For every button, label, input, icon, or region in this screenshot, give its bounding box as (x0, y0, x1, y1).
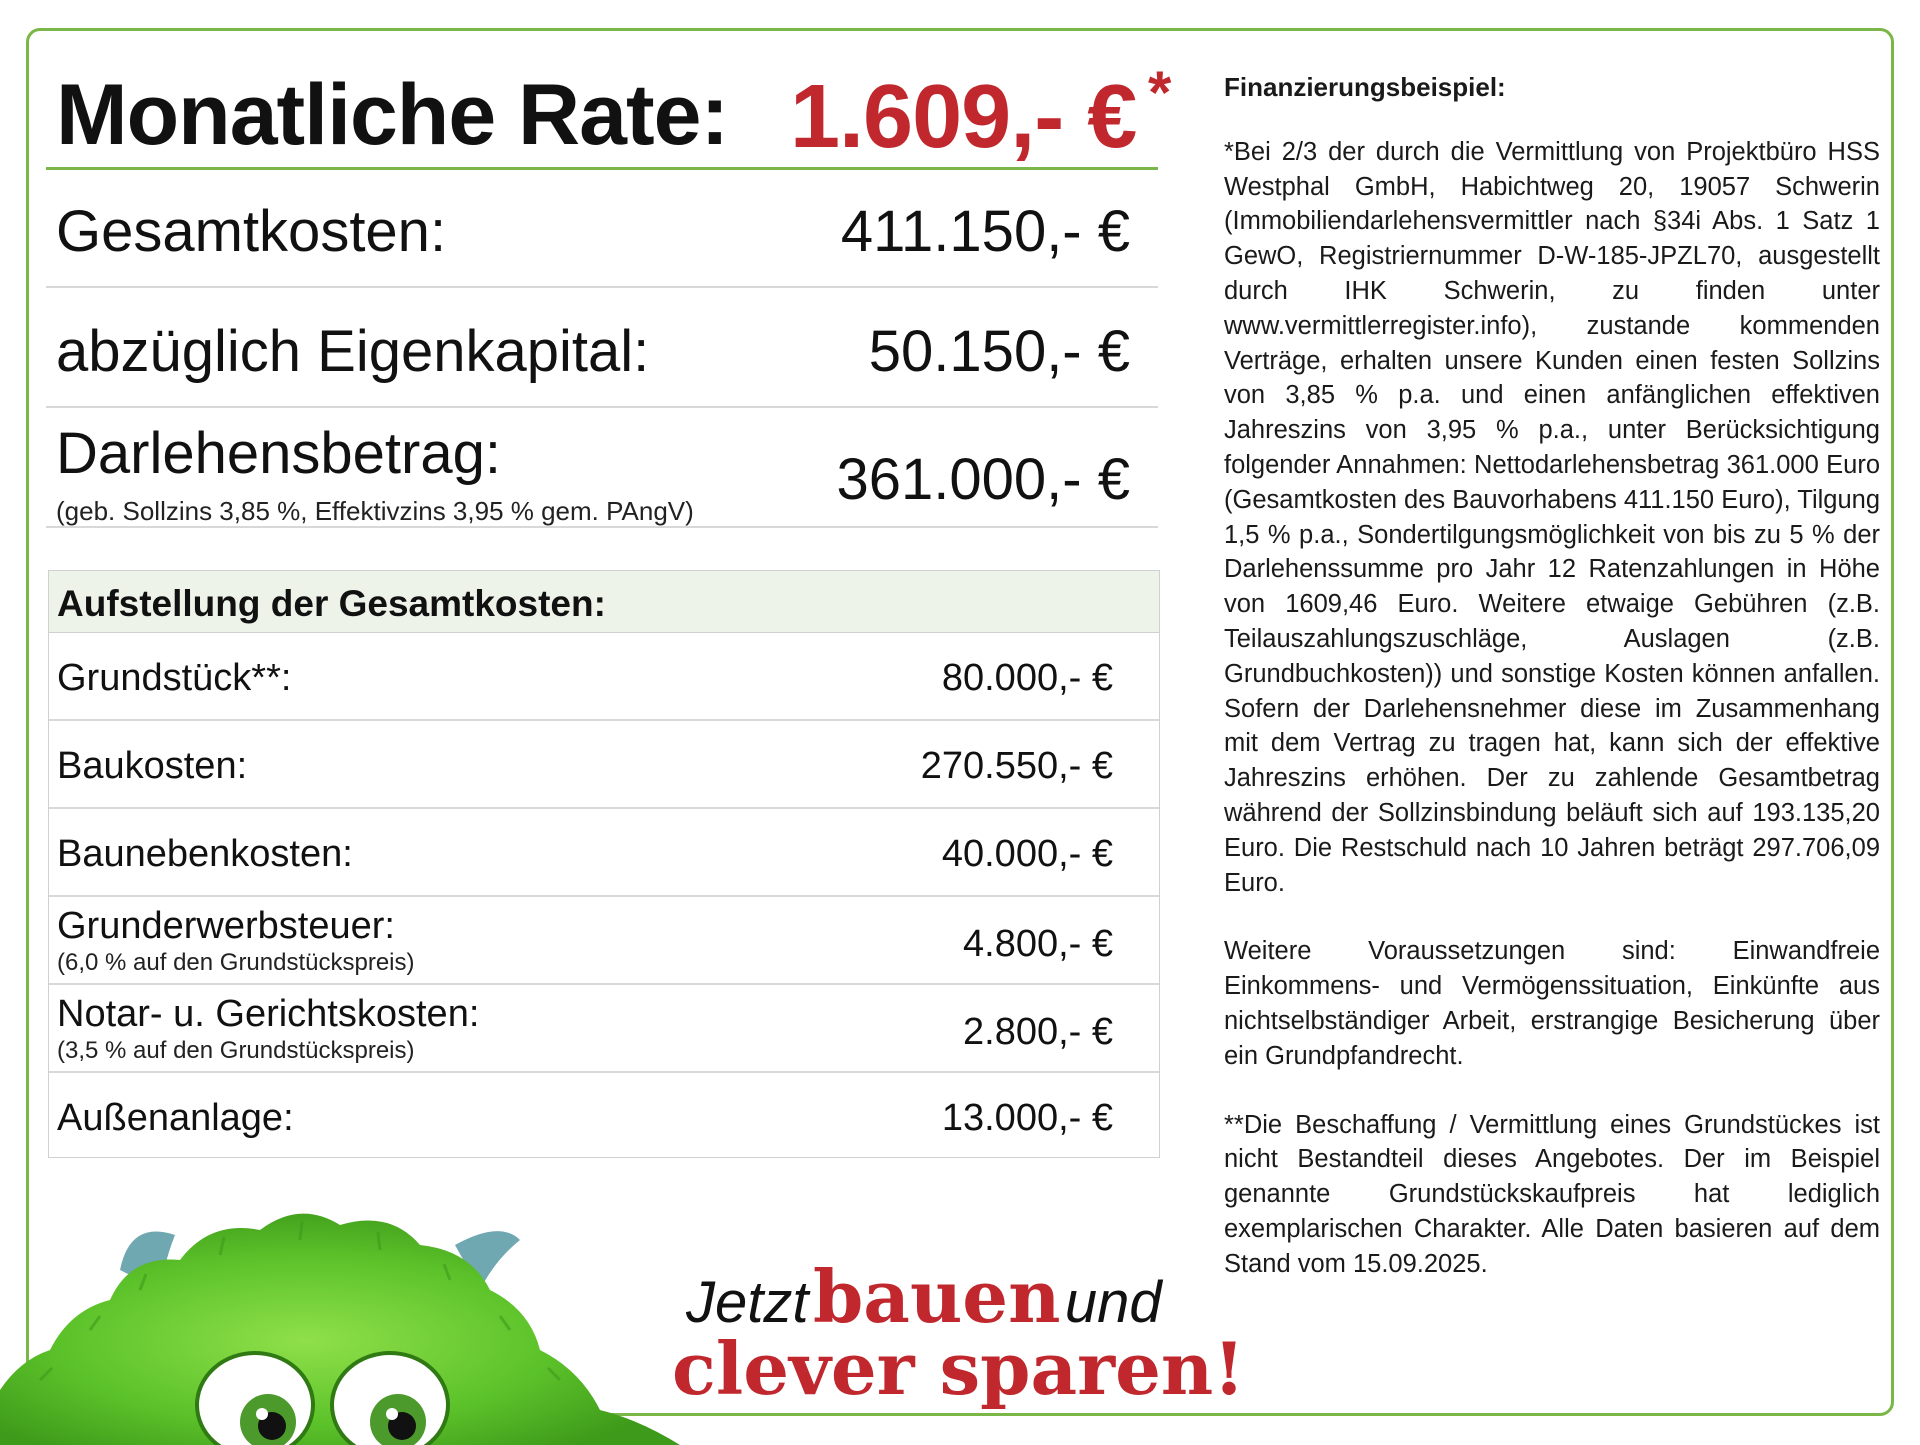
cost-label: Außenanlage: (57, 1097, 294, 1139)
loan-amount-label: Darlehensbetrag: (56, 421, 501, 486)
slogan-word-und: und (1064, 1270, 1162, 1335)
loan-amount-note: (geb. Sollzins 3,85 %, Effektivzins 3,95 % gem. PAngV) (56, 496, 694, 526)
table-row (49, 985, 1159, 1073)
table-row (49, 1073, 1159, 1159)
loan-amount-value: 361.000,- € (836, 447, 1130, 512)
monthly-rate-label: Monatliche Rate: (56, 67, 729, 163)
monthly-rate (56, 59, 1172, 167)
green-fluffy-monster-icon (0, 1160, 720, 1445)
equity-value: 50.150,- € (868, 319, 1130, 384)
slogan-word-jetzt: Jetzt (686, 1270, 809, 1335)
cost-note: (3,5 % auf den Grundstückspreis) (57, 1037, 415, 1064)
cost-breakdown-table (48, 570, 1160, 1158)
monthly-rate-value: 1.609,- € (790, 67, 1137, 167)
financing-requirements-paragraph: Weitere Voraussetzungen sind: Einwandfreie Einkommens- und Vermögenssituation, Einkünfte aus nichtselbständiger Arbeit, erstrangige Besicherung über ein Grundpfandrecht. (1224, 937, 1880, 1070)
table-row (49, 809, 1159, 897)
slogan-line-2: clever sparen! (672, 1326, 1245, 1411)
cost-value: 2.800,- € (963, 1011, 1113, 1053)
cost-value: 4.800,- € (963, 923, 1113, 965)
total-costs-row (46, 170, 1158, 288)
table-row (49, 721, 1159, 809)
equity-label: abzüglich Eigenkapital: (56, 319, 650, 384)
monthly-rate-footnote-star: * (1148, 59, 1172, 126)
cost-label: Baukosten: (57, 745, 248, 787)
cost-label: Baunebenkosten: (57, 833, 353, 875)
cost-value: 270.550,- € (920, 745, 1113, 787)
property-disclaimer-paragraph: **Die Beschaffung / Vermittlung eines Grundstückes ist nicht Bestandteil dieses Angebotes. Der im Beispiel genannte Grundstückskaufpreis hat lediglich exemplarischen Charakter. Alle Daten basieren auf dem Stand vom 15.09.2025. (1224, 1110, 1880, 1278)
total-costs-value: 411.150,- € (840, 199, 1130, 264)
cost-value: 80.000,- € (941, 657, 1113, 699)
cost-breakdown-header (49, 571, 1159, 633)
cost-label: Grunderwerbsteuer: (57, 905, 395, 947)
slogan-word-bauen: bauen (812, 1254, 1061, 1339)
cost-value: 13.000,- € (941, 1097, 1113, 1139)
financing-example-title: Finanzierungsbeispiel: (1224, 72, 1506, 102)
cost-label: Grundstück**: (57, 657, 292, 699)
table-row (49, 897, 1159, 985)
financing-example-paragraph: *Bei 2/3 der durch die Vermittlung von Projektbüro HSS Westphal GmbH, Habichtweg 20, 19057 Schwerin (Immobiliendarlehensvermittler nach §34i Abs. 1 Satz 1 GewO, Registriernummer D-W-185-JPZL70, ausgestellt durch IHK Schwerin, zu finden unter www.vermittlerregister.info), zustande kommenden Verträge, erhalten unsere Kunden einen festen Sollzins von 3,85 % p.a. und einen anfänglichen effektiven Jahreszins von 3,95 % p.a., unter Berücksichtigung folgender Annahmen: Nettodarlehensbetrag 361.000 Euro (Gesamtkosten des Bauvorhabens 411.150 Euro), Tilgung 1,5 % p.a., Sondertilgungsmöglichkeit von bis zu 5 % der Darlehenssumme pro Jahr 12 Ratenzahlungen in Höhe von 1609,46 Euro. Weitere etwaige Gebühren (z.B. Teilauszahlungszuschläge, Auslagen (z.B. Grundbuchkosten)) und sonstige Kosten können anfallen. Sofern der Darlehensnehmer diese im Zusammenhang mit dem Vertrag zu tragen hat, kann sich der effektive Jahreszins erhöhen. Der zu zahlende Gesamtbetrag während der Sollzinsbindung beläuft sich auf 193.135,20 Euro. Die Restschuld nach 10 Jahren beträgt 297.706,09 Euro. (1224, 137, 1880, 897)
financing-example (1224, 70, 1880, 1316)
total-costs-label: Gesamtkosten: (56, 199, 447, 264)
cost-breakdown-title: Aufstellung der Gesamtkosten: (57, 583, 606, 624)
cost-value: 40.000,- € (941, 833, 1113, 875)
table-row (49, 633, 1159, 721)
cost-note: (6,0 % auf den Grundstückspreis) (57, 949, 415, 976)
loan-amount-row (46, 408, 1158, 528)
cost-label: Notar- u. Gerichtskosten: (57, 993, 480, 1035)
equity-row (46, 290, 1158, 408)
